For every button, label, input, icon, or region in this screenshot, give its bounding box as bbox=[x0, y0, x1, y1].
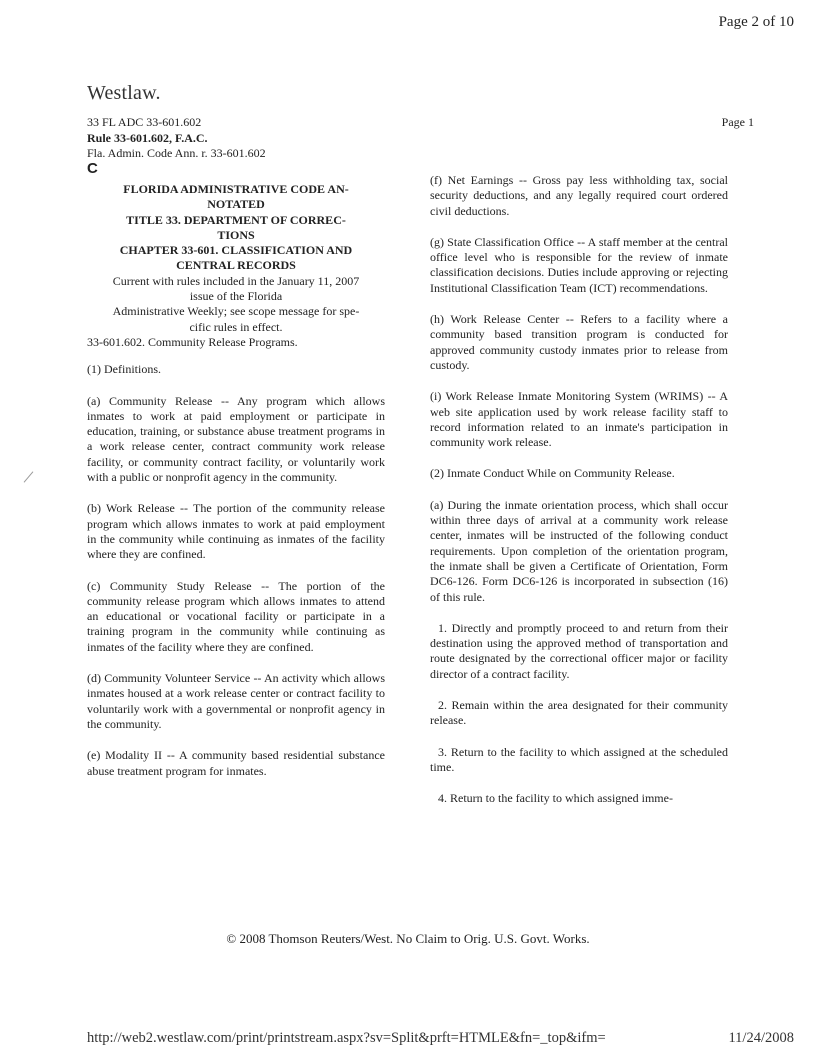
left-column bbox=[87, 182, 385, 795]
subsection-heading: (2) Inmate Conduct While on Community Release. bbox=[430, 466, 675, 481]
paragraph: (f) Net Earnings -- Gross pay less withholding tax, social security deductions, and any legally required court ordered civil deductions. bbox=[430, 173, 728, 218]
heading-line: TITLE 33. DEPARTMENT OF CORREC- bbox=[126, 212, 346, 227]
heading-line: NOTATED bbox=[207, 197, 265, 212]
citation-block bbox=[87, 115, 266, 162]
list-item: 2. Remain within the area designated for their community release. bbox=[430, 698, 728, 728]
list-item: 1. Directly and promptly proceed to and return from their destination using the approved method of transportation and route designated by the correctional officer major or facility director of a contract facility. bbox=[430, 620, 728, 681]
right-column bbox=[430, 173, 728, 823]
paragraph: (i) Work Release Inmate Monitoring System (WRIMS) -- A web site application used by work release facility staff to record information related to an inmate's participation in community work release. bbox=[430, 389, 728, 450]
section-title: 33-601.602. Community Release Programs. bbox=[87, 334, 298, 349]
paragraph: (a) Community Release -- Any program which allows inmates to work at paid employment or participate in education, training, or substance abuse treatment programs in a work release center, contract community work release facility, or community contract facility, or voluntarily work with a public or nonprofit agency in the community. bbox=[87, 393, 385, 485]
currency-line: cific rules in effect. bbox=[189, 319, 283, 334]
copyright-footer: © 2008 Thomson Reuters/West. No Claim to Orig. U.S. Govt. Works. bbox=[226, 931, 590, 946]
definitions-heading: (1) Definitions. bbox=[87, 362, 161, 377]
currency-note bbox=[87, 274, 385, 335]
currency-line: Administrative Weekly; see scope message for spe- bbox=[112, 304, 360, 319]
paragraph: (a) During the inmate orientation process, which shall occur within three days of arrival at a community work release center, inmates will be instructed of the following conduct requirements. Upon completion of the orientation program, the inmate shall be given a Certificate of Orientation, Form DC6-126. Form DC6-126 is incorporated in subsection (16) of this rule. bbox=[430, 497, 728, 604]
list-item: 4. Return to the facility to which assigned imme- bbox=[438, 791, 673, 806]
page-label: Page 1 bbox=[721, 115, 754, 129]
citation-line: 33 FL ADC 33-601.602 bbox=[87, 115, 202, 129]
westlaw-logo: Westlaw. bbox=[87, 82, 161, 104]
paragraph: (b) Work Release -- The portion of the community release program which allows inmates to work at paid employment in the community while continuing as inmates of the facility where they are confined. bbox=[87, 501, 385, 562]
citation-line: Rule 33-601.602, F.A.C. bbox=[87, 130, 208, 145]
currency-line: Current with rules included in the January 11, 2007 bbox=[112, 273, 360, 288]
heading-line: TIONS bbox=[217, 227, 255, 242]
paragraph: (e) Modality II -- A community based residential substance abuse treatment program for inmates. bbox=[87, 748, 385, 778]
citation-line: Fla. Admin. Code Ann. r. 33-601.602 bbox=[87, 146, 266, 160]
document-heading bbox=[87, 182, 385, 274]
list-item: 3. Return to the facility to which assigned at the scheduled time. bbox=[430, 744, 728, 774]
paragraph: (d) Community Volunteer Service -- An activity which allows inmates housed at a work release center or contract facility to voluntarily work with a governmental or nonprofit agency in the community. bbox=[87, 671, 385, 731]
paragraph: (h) Work Release Center -- Refers to a facility where a community based transition program is conducted for approved community custody inmates prior to release from custody. bbox=[430, 312, 728, 372]
page-counter: Page 2 of 10 bbox=[718, 14, 794, 30]
heading-line: CENTRAL RECORDS bbox=[176, 258, 296, 273]
scan-artifact bbox=[24, 471, 34, 482]
heading-line: CHAPTER 33-601. CLASSIFICATION AND bbox=[119, 243, 353, 258]
heading-line: FLORIDA ADMINISTRATIVE CODE AN- bbox=[123, 182, 349, 196]
print-date: 11/24/2008 bbox=[728, 1030, 794, 1046]
currency-line: issue of the Florida bbox=[189, 289, 283, 304]
print-url: http://web2.westlaw.com/print/printstream.aspx?sv=Split&prft=HTMLE&fn=_top&ifm= bbox=[87, 1030, 606, 1046]
keycite-flag-icon: C bbox=[87, 160, 98, 177]
paragraph: (c) Community Study Release -- The portion of the community release program which allows inmates to attend an educational or vocational facility or participate in a training program in the community while continuing as inmates of the facility where they are confined. bbox=[87, 578, 385, 654]
paragraph: (g) State Classification Office -- A staff member at the central office level who is responsible for the review of inmate classification decisions. Duties include approving or rejecting Institutional Classification Team (ICT) recommendations. bbox=[430, 234, 728, 295]
